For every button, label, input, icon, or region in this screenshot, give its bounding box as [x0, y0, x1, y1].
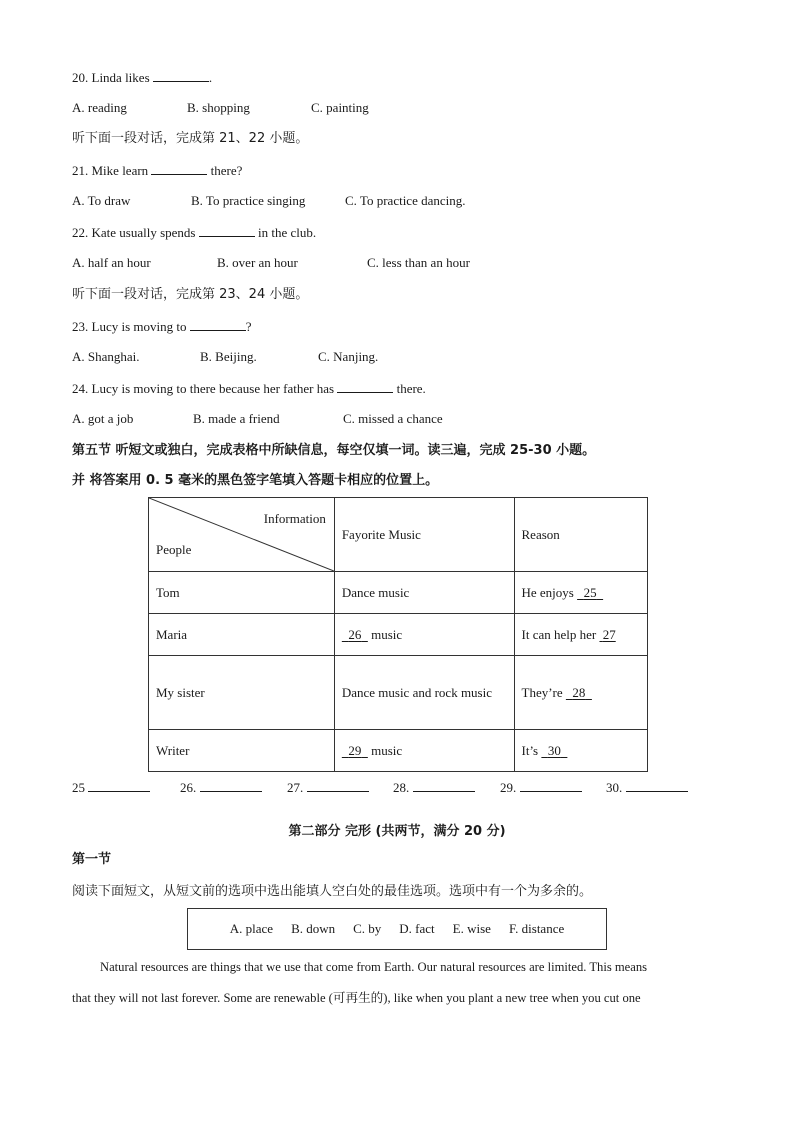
- blank-27: 27: [602, 626, 616, 642]
- word-option[interactable]: F. distance: [508, 921, 565, 936]
- cell-person: My sister: [149, 656, 335, 730]
- section-1-instruction: 阅读下面短文，从短文前的选项中选出能填人空白处的最佳选项。选项中有一个为多余的。: [72, 884, 593, 899]
- answer-item[interactable]: 27.: [287, 778, 369, 796]
- header-reason: Reason: [514, 498, 648, 572]
- passage-line-1: Natural resources are things that we use that come from Earth. Our natural resources are limited. This means: [100, 960, 648, 974]
- cell-reason: It can help her 27: [514, 614, 648, 656]
- intro-21-22: 听下面一段对话，完成第 21、22 小题。: [72, 131, 309, 146]
- section-5-heading-cont: 并 将答案用 0. 5 毫米的黑色签字笔填入答题卡相应的位置上。: [72, 473, 439, 488]
- cell-person: Writer: [149, 730, 335, 772]
- header-people: People: [156, 542, 192, 557]
- cell-reason: He enjoys 25: [514, 572, 648, 614]
- diagonal-header-cell: [149, 498, 335, 572]
- option-c[interactable]: C. painting: [311, 100, 369, 115]
- option-c[interactable]: C. To practice dancing.: [345, 193, 466, 208]
- word-option[interactable]: E. wise: [452, 921, 491, 936]
- table-row: [149, 572, 648, 614]
- question-24: 24. Lucy is moving to there because her father has there.: [72, 381, 426, 396]
- info-table: [148, 497, 648, 772]
- option-a[interactable]: A. got a job: [72, 411, 134, 426]
- answer-blank: [199, 223, 255, 237]
- option-a[interactable]: A. reading: [72, 100, 127, 115]
- diagonal-line: [149, 498, 334, 571]
- header-favorite-music: Fayorite Music: [334, 498, 514, 572]
- part-2-title: 第二部分 完形 (共两节，满分 20 分): [288, 824, 506, 839]
- cell-person: Tom: [149, 572, 335, 614]
- option-a[interactable]: A. Shanghai.: [72, 349, 140, 364]
- answer-item[interactable]: 28.: [393, 778, 475, 796]
- word-option[interactable]: D. fact: [399, 921, 435, 936]
- answer-item[interactable]: 25: [72, 778, 150, 796]
- option-c[interactable]: C. less than an hour: [367, 255, 470, 270]
- table-row: [149, 730, 648, 772]
- section-1-title: 第一节: [72, 852, 112, 867]
- cell-music: Dance music and rock music: [334, 656, 514, 730]
- table-row: [149, 614, 648, 656]
- table-row: [149, 656, 648, 730]
- cell-reason: It’s 30: [514, 730, 648, 772]
- blank-30: 30: [547, 742, 561, 758]
- cell-music: 26 music: [334, 614, 514, 656]
- answer-blank: [190, 317, 246, 331]
- question-21: 21. Mike learn there?: [72, 163, 243, 178]
- option-c[interactable]: C. missed a chance: [343, 411, 443, 426]
- option-b[interactable]: B. made a friend: [193, 411, 280, 426]
- answer-blank: [153, 68, 209, 82]
- word-option[interactable]: A. place: [229, 921, 274, 936]
- blank-29: 29: [348, 742, 362, 758]
- option-c[interactable]: C. Nanjing.: [318, 349, 379, 364]
- option-a[interactable]: A. half an hour: [72, 255, 151, 270]
- passage-line-2: that they will not last forever. Some are renewable (可再生的), like when you plant a new tree when you cut one: [72, 991, 641, 1005]
- question-22: 22. Kate usually spends in the club.: [72, 225, 317, 240]
- section-5-heading: 第五节 听短文或独白，完成表格中所缺信息，每空仅填一词。读三遍，完成 25-30 小题。: [72, 443, 596, 458]
- cell-reason: They’re 28: [514, 656, 648, 730]
- word-options-box: [187, 908, 607, 950]
- cell-music: 29 music: [334, 730, 514, 772]
- blank-28: 28: [572, 684, 586, 700]
- option-b[interactable]: B. To practice singing: [191, 193, 306, 208]
- question-23: 23. Lucy is moving to ?: [72, 319, 252, 334]
- cell-person: Maria: [149, 614, 335, 656]
- word-option[interactable]: C. by: [353, 921, 382, 936]
- answer-item[interactable]: 30.: [606, 778, 688, 796]
- cell-music: Dance music: [334, 572, 514, 614]
- option-b[interactable]: B. Beijing.: [200, 349, 257, 364]
- answer-item[interactable]: 29.: [500, 778, 582, 796]
- answer-blank: [337, 379, 393, 393]
- blank-25: 25: [583, 584, 597, 600]
- answer-item[interactable]: 26.: [180, 778, 262, 796]
- question-20: 20. Linda likes .: [72, 70, 213, 85]
- option-b[interactable]: B. over an hour: [217, 255, 298, 270]
- option-b[interactable]: B. shopping: [187, 100, 250, 115]
- intro-23-24: 听下面一段对话，完成第 23、24 小题。: [72, 287, 309, 302]
- answer-blank: [151, 161, 207, 175]
- header-information: Information: [263, 511, 326, 526]
- word-option[interactable]: B. down: [291, 921, 336, 936]
- blank-26: 26: [348, 626, 362, 642]
- option-a[interactable]: A. To draw: [72, 193, 131, 208]
